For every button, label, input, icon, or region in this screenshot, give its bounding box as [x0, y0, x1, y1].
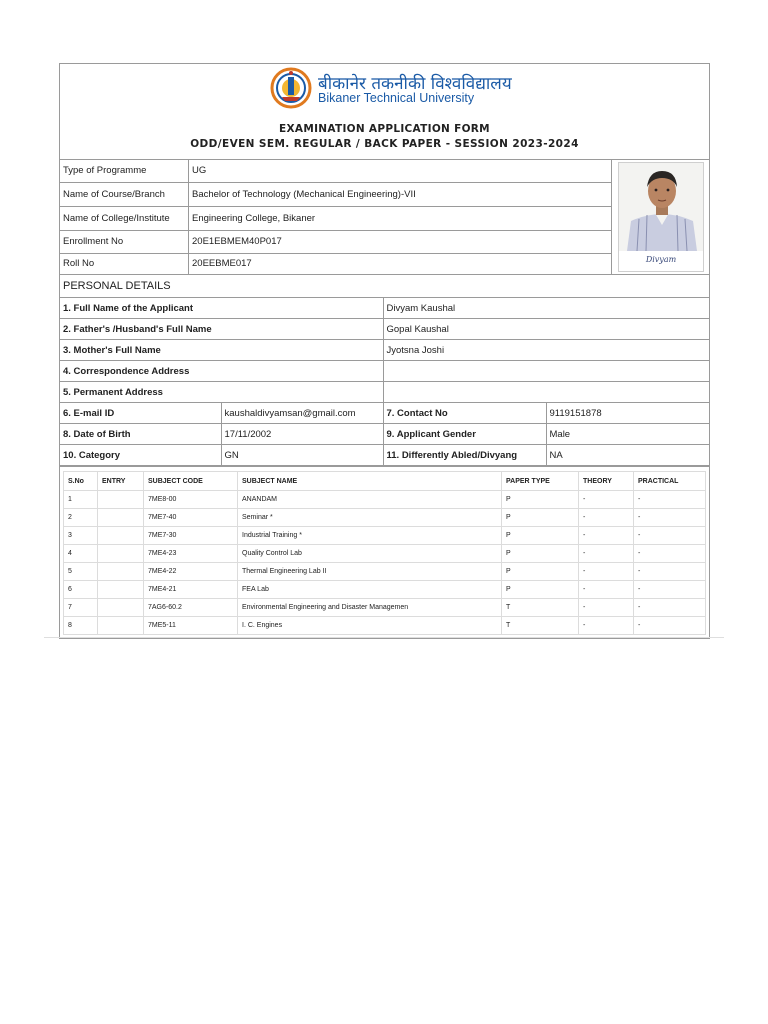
subject-cell-entry — [98, 563, 144, 581]
personal-row — [60, 340, 709, 361]
category-label: 10. Category — [60, 445, 221, 466]
contact-value: 9119151878 — [546, 403, 709, 424]
subject-cell-paper-type: P — [502, 563, 579, 581]
subject-cell-paper-type: P — [502, 491, 579, 509]
programme-row — [60, 206, 612, 230]
mother-name-label: 3. Mother's Full Name — [60, 340, 383, 361]
subject-row — [64, 581, 706, 599]
personal-row — [60, 382, 709, 403]
subject-cell-theory: - — [579, 563, 634, 581]
subject-cell-name: Environmental Engineering and Disaster Managemen — [238, 599, 502, 617]
subject-cell-code: 7ME7-40 — [144, 509, 238, 527]
col-header-practical: PRACTICAL — [634, 472, 706, 491]
mother-name-value: Jyotsna Joshi — [383, 340, 709, 361]
subject-cell-name: Industrial Training * — [238, 527, 502, 545]
gender-label: 9. Applicant Gender — [383, 424, 546, 445]
subject-cell-sno: 3 — [64, 527, 98, 545]
personal-row — [60, 424, 709, 445]
programme-table — [60, 160, 612, 274]
subject-cell-entry — [98, 581, 144, 599]
university-name-hindi: बीकानेर तकनीकी विश्वविद्यालय — [318, 74, 512, 94]
subject-cell-sno: 8 — [64, 617, 98, 635]
subject-cell-paper-type: P — [502, 509, 579, 527]
subject-cell-paper-type: T — [502, 599, 579, 617]
col-header-sno: S.No — [64, 472, 98, 491]
subject-cell-practical: - — [634, 527, 706, 545]
subject-cell-entry — [98, 509, 144, 527]
subject-cell-code: 7AG6-60.2 — [144, 599, 238, 617]
programme-section — [60, 160, 709, 275]
applicant-photo-image — [619, 163, 704, 251]
programme-type-label: Type of Programme — [60, 160, 189, 182]
subject-cell-code: 7ME7-30 — [144, 527, 238, 545]
subject-cell-paper-type: P — [502, 527, 579, 545]
programme-row — [60, 253, 612, 274]
subject-cell-sno: 7 — [64, 599, 98, 617]
subject-cell-sno: 6 — [64, 581, 98, 599]
father-name-label: 2. Father's /Husband's Full Name — [60, 319, 383, 340]
personal-details-table — [60, 298, 709, 466]
col-header-subject-name: SUBJECT NAME — [238, 472, 502, 491]
subject-cell-theory: - — [579, 599, 634, 617]
programme-row — [60, 230, 612, 253]
father-name-value: Gopal Kaushal — [383, 319, 709, 340]
course-branch-value: Bachelor of Technology (Mechanical Engineering)-VII — [189, 182, 612, 206]
roll-no-value: 20EEBME017 — [189, 253, 612, 274]
subject-cell-practical: - — [634, 545, 706, 563]
email-value: kaushaldivyamsan@gmail.com — [221, 403, 383, 424]
gender-value: Male — [546, 424, 709, 445]
form-header — [60, 64, 709, 160]
subject-cell-theory: - — [579, 491, 634, 509]
college-value: Engineering College, Bikaner — [189, 206, 612, 230]
subject-cell-entry — [98, 491, 144, 509]
personal-row — [60, 403, 709, 424]
subject-cell-practical: - — [634, 617, 706, 635]
subject-cell-theory: - — [579, 527, 634, 545]
personal-row — [60, 445, 709, 466]
subject-cell-practical: - — [634, 509, 706, 527]
form-subtitle: ODD/EVEN SEM. REGULAR / BACK PAPER - SESSION 2023-2024 — [190, 138, 579, 150]
university-logo — [270, 67, 530, 109]
subject-cell-practical: - — [634, 581, 706, 599]
enrollment-value: 20E1EBMEM40P017 — [189, 230, 612, 253]
correspondence-address-label: 4. Correspondence Address — [60, 361, 383, 382]
university-name-english: Bikaner Technical University — [318, 91, 475, 105]
subject-cell-sno: 2 — [64, 509, 98, 527]
contact-label: 7. Contact No — [383, 403, 546, 424]
subject-cell-sno: 4 — [64, 545, 98, 563]
correspondence-address-value — [383, 361, 709, 382]
full-name-value: Divyam Kaushal — [383, 298, 709, 319]
subject-cell-paper-type: T — [502, 617, 579, 635]
dob-label: 8. Date of Birth — [60, 424, 221, 445]
course-branch-label: Name of Course/Branch — [60, 182, 189, 206]
page-divider — [44, 637, 724, 638]
subject-cell-name: I. C. Engines — [238, 617, 502, 635]
subject-cell-sno: 1 — [64, 491, 98, 509]
subjects-section — [60, 466, 709, 638]
subject-row — [64, 509, 706, 527]
subject-row — [64, 527, 706, 545]
subject-cell-name: ANANDAM — [238, 491, 502, 509]
exam-application-form — [59, 63, 710, 639]
subject-row — [64, 599, 706, 617]
university-emblem-icon — [270, 67, 312, 109]
subject-cell-sno: 5 — [64, 563, 98, 581]
subject-cell-paper-type: P — [502, 581, 579, 599]
subject-cell-theory: - — [579, 617, 634, 635]
subject-row — [64, 545, 706, 563]
subject-row — [64, 617, 706, 635]
col-header-paper-type: PAPER TYPE — [502, 472, 579, 491]
college-label: Name of College/Institute — [60, 206, 189, 230]
full-name-label: 1. Full Name of the Applicant — [60, 298, 383, 319]
subject-cell-entry — [98, 599, 144, 617]
subject-cell-entry — [98, 545, 144, 563]
subject-cell-name: FEA Lab — [238, 581, 502, 599]
divyang-value: NA — [546, 445, 709, 466]
permanent-address-value — [383, 382, 709, 403]
subjects-table — [63, 471, 706, 635]
subject-cell-code: 7ME4-22 — [144, 563, 238, 581]
subject-cell-entry — [98, 617, 144, 635]
applicant-signature: Divyam — [645, 255, 677, 264]
enrollment-label: Enrollment No — [60, 230, 189, 253]
subject-cell-practical: - — [634, 491, 706, 509]
subject-cell-entry — [98, 527, 144, 545]
permanent-address-label: 5. Permanent Address — [60, 382, 383, 403]
subject-cell-code: 7ME5-11 — [144, 617, 238, 635]
divyang-label: 11. Differently Abled/Divyang — [383, 445, 546, 466]
category-value: GN — [221, 445, 383, 466]
subject-cell-theory: - — [579, 581, 634, 599]
programme-type-value: UG — [189, 160, 612, 182]
col-header-subject-code: SUBJECT CODE — [144, 472, 238, 491]
programme-row — [60, 160, 612, 182]
subject-row — [64, 491, 706, 509]
dob-value: 17/11/2002 — [221, 424, 383, 445]
email-label: 6. E-mail ID — [60, 403, 221, 424]
personal-details-heading: PERSONAL DETAILS — [60, 275, 709, 298]
subject-cell-name: Thermal Engineering Lab II — [238, 563, 502, 581]
subject-cell-practical: - — [634, 599, 706, 617]
subject-cell-paper-type: P — [502, 545, 579, 563]
subject-cell-practical: - — [634, 563, 706, 581]
subject-cell-code: 7ME8-00 — [144, 491, 238, 509]
form-title: EXAMINATION APPLICATION FORM — [279, 123, 490, 135]
subject-cell-theory: - — [579, 545, 634, 563]
subject-row — [64, 563, 706, 581]
personal-row — [60, 319, 709, 340]
subject-cell-theory: - — [579, 509, 634, 527]
roll-no-label: Roll No — [60, 253, 189, 274]
programme-row — [60, 182, 612, 206]
col-header-entry: ENTRY — [98, 472, 144, 491]
subject-cell-name: Seminar * — [238, 509, 502, 527]
personal-row — [60, 298, 709, 319]
subject-cell-name: Quality Control Lab — [238, 545, 502, 563]
subjects-header-row — [64, 472, 706, 491]
subject-cell-code: 7ME4-23 — [144, 545, 238, 563]
col-header-theory: THEORY — [579, 472, 634, 491]
subject-cell-code: 7ME4-21 — [144, 581, 238, 599]
personal-row — [60, 361, 709, 382]
